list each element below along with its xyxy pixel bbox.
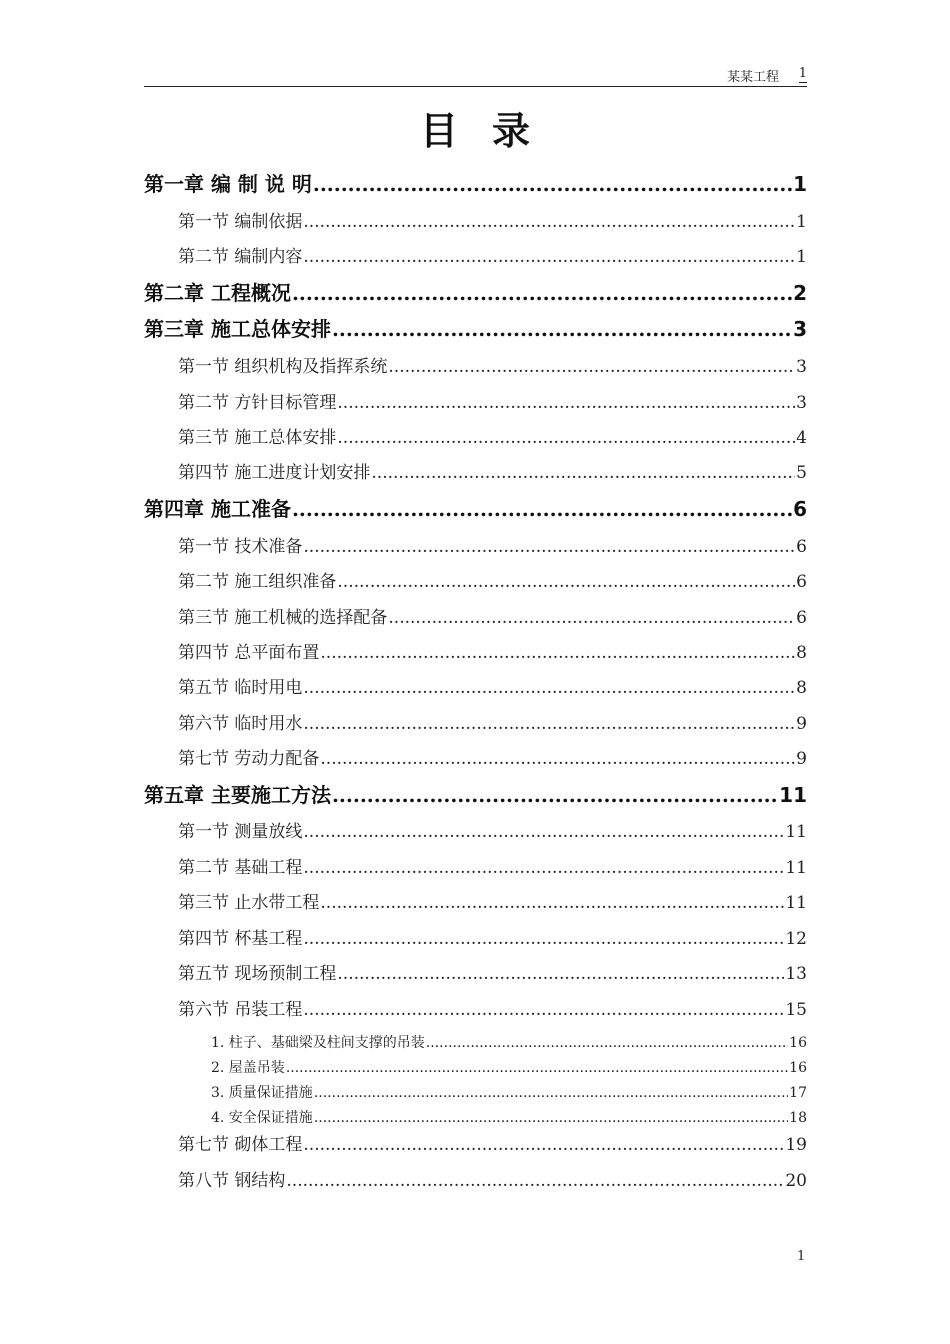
toc-chapter-3[interactable]: 第三章 施工总体安排 ..... 3: [144, 313, 807, 342]
toc-section[interactable]: 第六节 临时用水 ..... 9: [178, 709, 807, 734]
toc-section[interactable]: 第七节 劳动力配备 ..... 9: [178, 744, 807, 769]
toc-section[interactable]: 第五节 现场预制工程 ..... 13: [178, 959, 807, 984]
page-header: [144, 64, 807, 87]
toc-section[interactable]: 第二节 方针目标管理 ..... 3: [178, 388, 807, 413]
toc-chapter-1[interactable]: 第一章 编 制 说 明 ..... 1: [144, 168, 807, 197]
toc-section[interactable]: 第三节 止水带工程 ..... 11: [178, 888, 807, 913]
toc-subitem[interactable]: 4. 安全保证措施 ..... 18: [211, 1107, 807, 1127]
toc-section[interactable]: 第五节 临时用电 ..... 8: [178, 673, 807, 698]
toc-chapter-4[interactable]: 第四章 施工准备 ..... 6: [144, 493, 807, 522]
toc-section[interactable]: 第八节 钢结构 ..... 20: [178, 1166, 807, 1191]
footer-page-number: 1: [797, 1249, 806, 1264]
toc-section[interactable]: 第七节 砌体工程 ..... 19: [178, 1130, 807, 1155]
toc-section[interactable]: 第四节 总平面布置 ..... 8: [178, 638, 807, 663]
toc-section[interactable]: 第四节 施工进度计划安排 ..... 5: [178, 458, 807, 483]
toc-section[interactable]: 第四节 杯基工程 ..... 12: [178, 924, 807, 949]
toc-section[interactable]: 第二节 施工组织准备 ..... 6: [178, 567, 807, 592]
header-page-number: 1: [798, 66, 807, 81]
toc-section[interactable]: 第三节 施工机械的选择配备 ..... 6: [178, 603, 807, 628]
toc-subitem[interactable]: 3. 质量保证措施 ..... 17: [211, 1082, 807, 1102]
toc-section[interactable]: 第一节 测量放线 ..... 11: [178, 817, 807, 842]
toc-section[interactable]: 第三节 施工总体安排 ..... 4: [178, 423, 807, 448]
toc-chapter-5[interactable]: 第五章 主要施工方法 ..... 11: [144, 779, 807, 808]
toc-section[interactable]: 第六节 吊装工程 ..... 15: [178, 995, 807, 1020]
toc-section[interactable]: 第一节 组织机构及指挥系统 ..... 3: [178, 352, 807, 377]
toc-chapter-2[interactable]: 第二章 工程概况 ..... 2: [144, 277, 807, 306]
toc-section[interactable]: 第二节 基础工程 ..... 11: [178, 853, 807, 878]
toc-subitem[interactable]: 1. 柱子、基础梁及柱间支撑的吊装 ..... 16: [211, 1032, 807, 1052]
toc-subitem[interactable]: 2. 屋盖吊装 ..... 16: [211, 1057, 807, 1077]
toc-title: 目录: [419, 109, 564, 153]
toc-section[interactable]: 第一节 技术准备 ..... 6: [178, 532, 807, 557]
toc-section[interactable]: 第一节 编制依据 ..... 1: [178, 207, 807, 232]
toc-section[interactable]: 第二节 编制内容 ..... 1: [178, 242, 807, 267]
header-title: 某某工程: [726, 70, 779, 85]
